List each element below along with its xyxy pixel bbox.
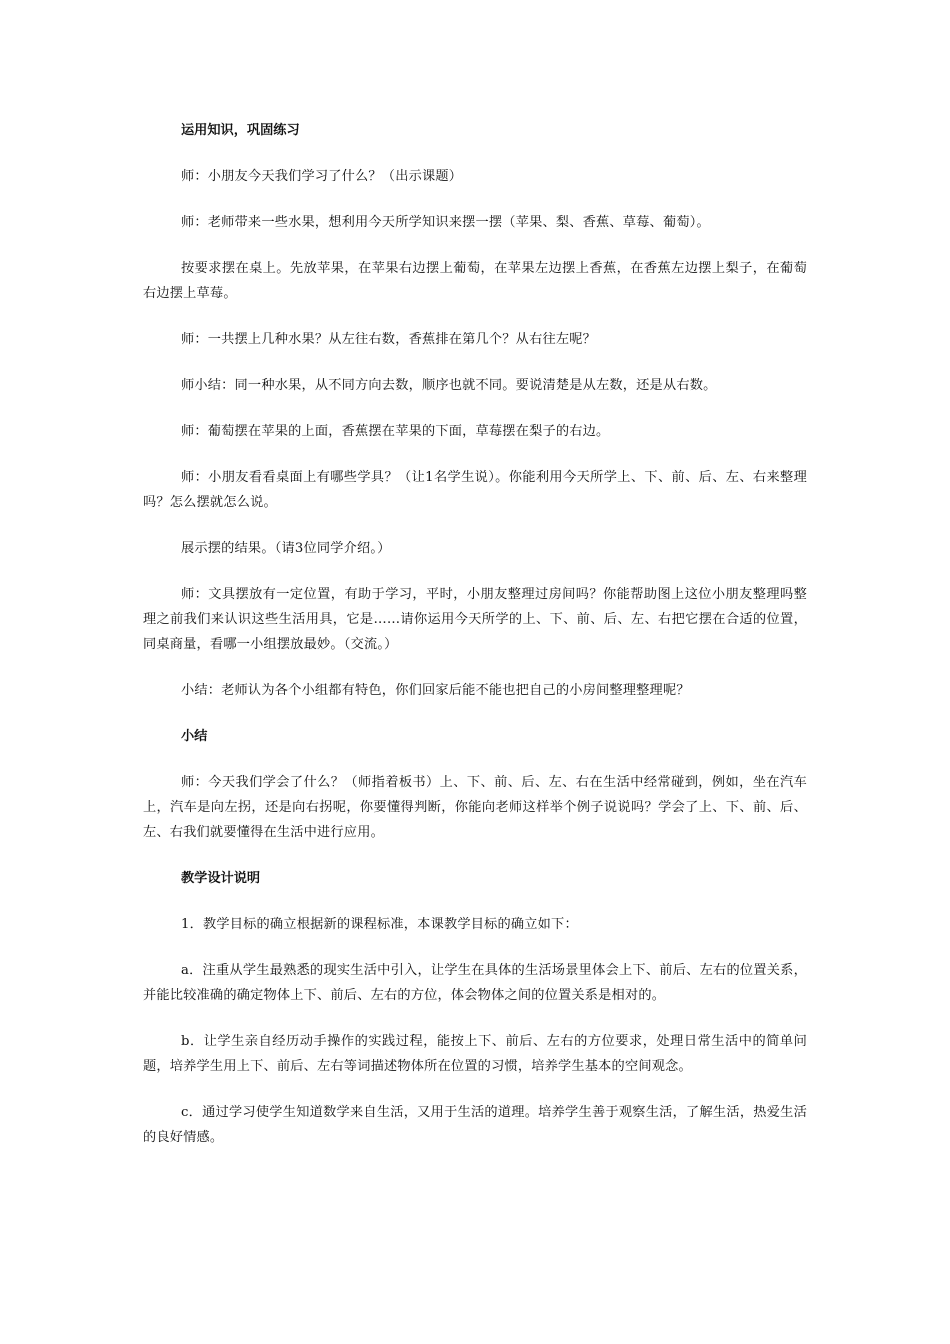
- paragraph: 小结：老师认为各个小组都有特色，你们回家后能不能也把自己的小房间整理整理呢？: [181, 683, 690, 698]
- paragraph: c．通过学习使学生知道数学来自生活，又用于生活的道理。培养学生善于观察生活，了解生活，热爱生活的良好情感。: [143, 1105, 807, 1145]
- paragraph: 师：小朋友今天我们学习了什么？（出示课题）: [181, 169, 463, 184]
- section-heading-design-notes: 教学设计说明: [181, 871, 261, 886]
- paragraph: a．注重从学生最熟悉的现实生活中引入，让学生在具体的生活场景里体会上下、前后、左右的位置关系，并能比较准确的确定物体上下、前后、左右的方位，体会物体之间的位置关系是相对的。: [143, 963, 807, 1003]
- section-heading-summary: 小结: [181, 729, 208, 744]
- paragraph: 师：今天我们学会了什么？（师指着板书）上、下、前、后、左、右在生活中经常碰到，例如，坐在汽车上，汽车是向左拐，还是向右拐呢，你要懂得判断，你能向老师这样举个例子说说吗？学会了上、下、前、后、左、右我们就要懂得在生活中进行应用。: [143, 775, 807, 840]
- section-heading-practice: 运用知识，巩固练习: [181, 123, 300, 138]
- paragraph: 师小结：同一种水果，从不同方向去数，顺序也就不同。要说清楚是从左数，还是从右数。: [181, 378, 717, 393]
- paragraph: 展示摆的结果。（请3位同学介绍。）: [181, 541, 391, 556]
- paragraph: 1．教学目标的确立根据新的课程标准，本课教学目标的确立如下：: [181, 917, 578, 932]
- paragraph: 师：一共摆上几种水果？从左往右数，香蕉排在第几个？从右往左呢？: [181, 332, 597, 347]
- paragraph: 按要求摆在桌上。先放苹果，在苹果右边摆上葡萄，在苹果左边摆上香蕉，在香蕉左边摆上梨子，在葡萄右边摆上草莓。: [143, 261, 807, 301]
- paragraph: 师：葡萄摆在苹果的上面，香蕉摆在苹果的下面，草莓摆在梨子的右边。: [181, 424, 610, 439]
- document-body: [143, 118, 807, 1150]
- paragraph: b．让学生亲自经历动手操作的实践过程，能按上下、前后、左右的方位要求，处理日常生活中的简单问题，培养学生用上下、前后、左右等词描述物体所在位置的习惯，培养学生基本的空间观念。: [143, 1034, 807, 1074]
- paragraph: 师：老师带来一些水果，想利用今天所学知识来摆一摆（苹果、梨、香蕉、草莓、葡萄）。: [181, 215, 710, 230]
- paragraph: 师：小朋友看看桌面上有哪些学具？（让1名学生说）。你能利用今天所学上、下、前、后、左、右来整理吗？怎么摆就怎么说。: [143, 470, 807, 510]
- paragraph: 师：文具摆放有一定位置，有助于学习，平时，小朋友整理过房间吗？你能帮助图上这位小朋友整理吗整理之前我们来认识这些生活用具，它是……请你运用今天所学的上、下、前、后、左、右把它摆在合适的位置，同桌商量，看哪一小组摆放最妙。（交流。）: [143, 587, 807, 652]
